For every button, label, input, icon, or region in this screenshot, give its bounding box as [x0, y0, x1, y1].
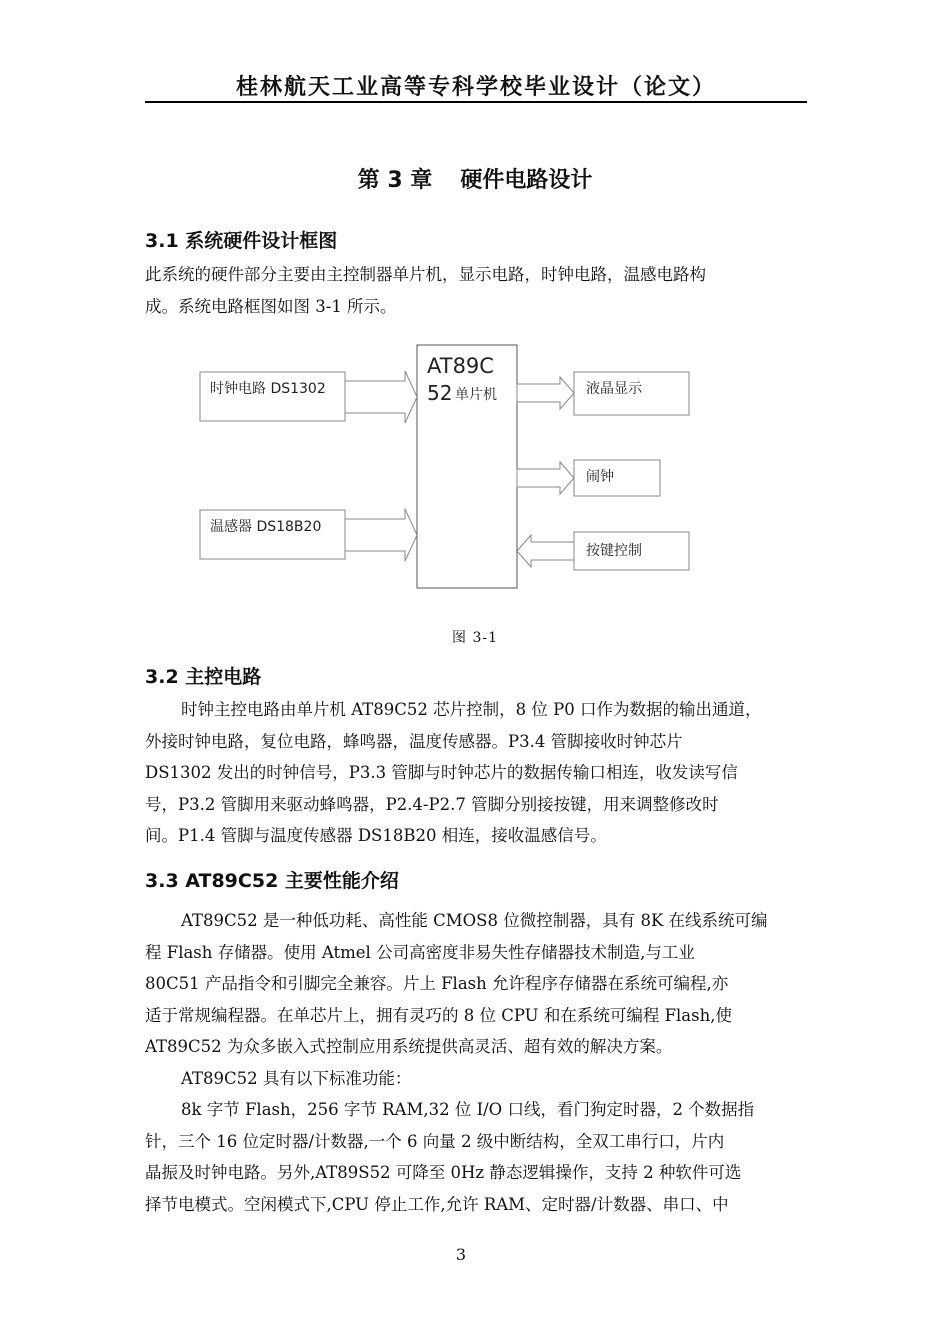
section-3-2-heading: 3.2 主控电路	[145, 666, 262, 688]
paragraph-line: 成。系统电路框图如图 3-1 所示。	[145, 296, 397, 316]
arrow-mcu-to-alarm	[517, 462, 574, 494]
page-header-title: 桂林航天工业高等专科学校毕业设计（论文）	[235, 75, 716, 100]
mcu-label-line1: AT89C	[427, 354, 494, 378]
arrow-keys-to-mcu	[517, 535, 574, 567]
lcd-label: 液晶显示	[586, 381, 642, 397]
paragraph-line: AT89C52 为众多嵌入式控制应用系统提供高灵活、超有效的解决方案。	[145, 1037, 673, 1056]
paragraph-line: 程 Flash 存储器。使用 Atmel 公司高密度非易失性存储器技术制造,与工业	[145, 942, 695, 962]
arrow-temp-to-mcu	[345, 509, 417, 561]
paragraph-line: DS1302 发出的时钟信号，P3.3 管脚与时钟芯片的数据传输口相连，收发读写信	[145, 763, 738, 782]
alarm-label: 闹钟	[586, 469, 614, 485]
paragraph-line: 择节电模式。空闲模式下,CPU 停止工作,允许 RAM、定时器/计数器、串口、中	[145, 1194, 729, 1214]
section-3-3-heading: 3.3 AT89C52 主要性能介绍	[145, 870, 399, 892]
paragraph-line: 晶振及时钟电路。另外,AT89S52 可降至 0Hz 静态逻辑操作，支持 2 种软件可选	[145, 1163, 742, 1182]
paragraph-line: 号，P3.2 管脚用来驱动蜂鸣器，P2.4-P2.7 管脚分别接按键，用来调整修改时	[145, 794, 719, 814]
chapter-title	[0, 163, 950, 194]
figure-caption: 图 3-1	[452, 630, 498, 646]
temp-sensor-label: 温感器 DS18B20	[210, 519, 322, 535]
paragraph-line: 8k 字节 Flash，256 字节 RAM,32 位 I/O 口线，看门狗定时器，2 个数据指	[181, 1100, 755, 1119]
mcu-label-sub: 单片机	[455, 387, 497, 403]
paragraph-line: 适于常规编程器。在单芯片上，拥有灵巧的 8 位 CPU 和在系统可编程 Flash,使	[145, 1005, 732, 1025]
section-3-2-paragraph	[145, 694, 813, 852]
paragraph-line: 针，三个 16 位定时器/计数器,一个 6 向量 2 级中断结构，全双工串行口，片内	[145, 1131, 725, 1151]
section-3-1-heading: 3.1 系统硬件设计框图	[145, 230, 338, 252]
arrow-clock-to-mcu	[345, 371, 417, 423]
paragraph-line: 此系统的硬件部分主要由主控制器单片机，显示电路，时钟电路，温感电路构	[145, 265, 706, 284]
paragraph-line: 间。P1.4 管脚与温度传感器 DS18B20 相连，接收温感信号。	[145, 826, 607, 845]
header-rule	[145, 101, 807, 103]
paragraph-line: 时钟主控电路由单片机 AT89C52 芯片控制，8 位 P0 口作为数据的输出通道，	[181, 700, 762, 719]
paragraph-line: AT89C52 是一种低功耗、高性能 CMOS8 位微控制器，具有 8K 在线系统可编	[181, 911, 768, 930]
section-3-3-paragraph-1	[145, 905, 813, 1220]
arrow-mcu-to-lcd	[517, 377, 574, 409]
paragraph-line: AT89C52 具有以下标准功能：	[181, 1068, 412, 1088]
paragraph-line: 80C51 产品指令和引脚完全兼容。片上 Flash 允许程序存储器在系统可编程,亦	[145, 974, 729, 993]
section-3-1-paragraph	[145, 259, 813, 322]
system-block-diagram	[190, 335, 710, 600]
chapter-number: 第 3 章	[357, 168, 433, 193]
page-number: 3	[455, 1245, 467, 1264]
keys-label: 按键控制	[586, 543, 642, 559]
mcu-label-line2: 52	[427, 381, 453, 405]
chapter-name: 硬件电路设计	[460, 168, 593, 193]
paragraph-line: 外接时钟电路，复位电路，蜂鸣器，温度传感器。P3.4 管脚接收时钟芯片	[145, 731, 683, 751]
clock-circuit-label: 时钟电路 DS1302	[210, 381, 326, 397]
